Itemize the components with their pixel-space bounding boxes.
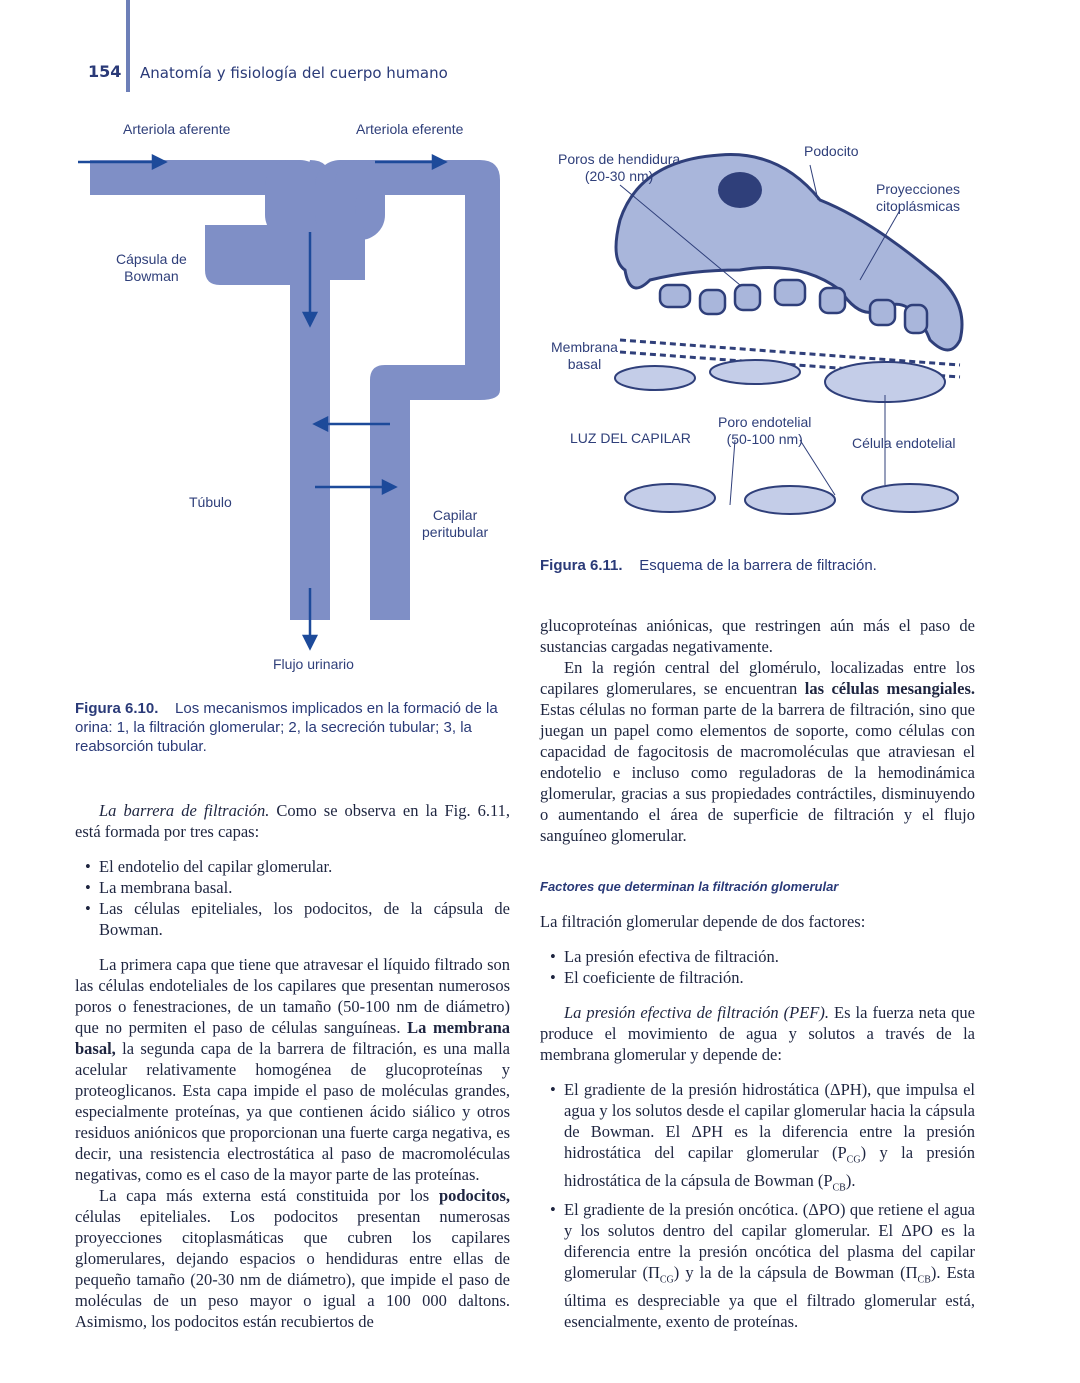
label-peritubular-capillary: Capilar peritubular bbox=[422, 507, 489, 540]
list-item: • La presión efectiva de filtración. bbox=[540, 946, 975, 967]
gradient-list bbox=[540, 1079, 975, 1332]
list-item: • El gradiente de la presión oncótica. (ΔPO) que retiene el agua y los solutos dentro del capilar glomerular. El ΔPO es la diferencia entre la presión oncótica del plasma del capilar glomerular $(\Pi_{CG})$ y la de la cápsula de Bowman $(\Pi_{CB})$. Esta última es despreciable ya que el filtrado glomerular está, esencialmente, exento de proteínas. bbox=[540, 1199, 975, 1332]
paragraph: glucoproteínas aniónicas, que restringen aún más el paso de sustancias cargadas negativamente. bbox=[540, 616, 975, 656]
figure-6-10-caption bbox=[75, 699, 515, 756]
label-efferent-arteriole: Arteriola eferente bbox=[356, 121, 464, 137]
left-column-text bbox=[75, 800, 510, 1332]
list-item: • El gradiente de la presión hidrostática (ΔPH), que impulsa el agua y los solutos desde el capilar glomerular hacia la cápsula de Bowman. El ΔPH es la diferencia entre la presión hidrostática del capilar glomerular $(P_{CG})$ y la presión hidrostática de la cápsula de Bowman $(P_{CB})$. bbox=[540, 1079, 975, 1199]
label-bowman-capsule: Cápsula de Bowman bbox=[116, 251, 187, 284]
factor-list bbox=[540, 946, 975, 988]
section-heading: Factores que determinan la filtración glomerular bbox=[540, 879, 839, 894]
layer-list bbox=[75, 856, 510, 940]
label-urinary-flow: Flujo urinario bbox=[273, 656, 354, 672]
paragraph: La presión efectiva de filtración (PEF). Es la fuerza neta que produce el movimiento de agua y solutos a través de la membrana glomerular y depende de: bbox=[540, 1003, 975, 1064]
list-item: • El coeficiente de filtración. bbox=[540, 967, 975, 988]
caption-text: Esquema de la barrera de filtración. bbox=[639, 557, 877, 574]
label-afferent-arteriole: Arteriola aferente bbox=[123, 121, 231, 137]
book-title: Anatomía y fisiología del cuerpo humano bbox=[140, 64, 448, 82]
right-column-text bbox=[540, 615, 975, 1332]
page-number: 154 bbox=[88, 62, 122, 81]
header-bar bbox=[126, 0, 130, 92]
list-item: • La membrana basal. bbox=[75, 877, 510, 898]
paragraph: En la región central del glomérulo, localizadas entre los capilares glomerulares, se encuentran las células mesangiales. Estas células no forman parte de la barrera de filtración, sino que juegan un papel como elementos de soporte, como células con capacidad de fagocitosis de macromoléculas que atraviesan el endotelio e incluso como reguladoras de la hemodinámica glomerular, gracias a sus propiedades contráctiles, disminuyendo o aumentando el área de superficie de filtración y el flujo sanguíneo glomerular. bbox=[540, 658, 975, 845]
caption-label: Figura 6.11. bbox=[540, 557, 623, 574]
label-endothelial-pore: Poro endotelial (50-100 nm) bbox=[718, 414, 812, 447]
list-item: • El endotelio del capilar glomerular. bbox=[75, 856, 510, 877]
paragraph: La barrera de filtración. Como se observa en la Fig. 6.11, está formada por tres capas: bbox=[75, 801, 511, 841]
caption-label: Figura 6.10. bbox=[75, 700, 159, 717]
label-capillary-lumen: LUZ DEL CAPILAR bbox=[570, 430, 691, 446]
label-podocyte: Podocito bbox=[804, 143, 859, 159]
label-tubule: Túbulo bbox=[189, 494, 232, 510]
label-endothelial-cell: Célula endotelial bbox=[852, 435, 956, 451]
paragraph: La primera capa que tiene que atravesar el líquido filtrado son las células endoteliales de los capilares que presentan numerosos poros o fenestraciones, de un tamaño (50-100 nm de diámetro) que no permiten el paso de células sanguíneas. La membrana basal, la segunda capa de la barrera de filtración, es una malla acelular relativamente homogénea de glucoproteínas y proteoglicanos. Esta capa impide el paso de moléculas grandes, especialmente proteínas, ya que contienen ácido siálico y otros residuos aniónicos que proporcionan una fuerte carga negativa, es decir, una resistencia electrostática al paso de macromoléculas negativas, como es el caso de la mayor parte de las proteínas. bbox=[75, 955, 510, 1184]
figure-6-10-diagram bbox=[70, 140, 520, 660]
label-basal-membrane: Membrana basal bbox=[551, 339, 618, 372]
list-item: • Las células epiteliales, los podocitos, de la cápsula de Bowman. bbox=[75, 898, 510, 940]
paragraph: La filtración glomerular depende de dos factores: bbox=[540, 912, 866, 931]
figure-6-11-caption bbox=[540, 556, 877, 575]
label-projections: Proyecciones citoplásmicas bbox=[876, 181, 961, 214]
nephron-shape bbox=[90, 160, 500, 620]
paragraph: La capa más externa está constituida por los podocitos, células epiteliales. Los podocitos presentan numerosas proyecciones citoplasmáticas que cubren los capilares glomerulares, dejando espacios o hendiduras entre ellas de pequeño tamaño (20-30 nm de diámetro), que impide el paso de moléculas de un peso mayor o igual a 100 000 daltons. Asimismo, los podocitos están recubiertos de bbox=[75, 1186, 510, 1331]
label-slit-pores: Poros de hendidura (20-30 nm) bbox=[558, 151, 681, 184]
caption-text: Los mecanismos implicados en la formació de la orina: 1, la filtración glomerular; 2, la secreción tubular; 3, la reabsorción tubular. bbox=[75, 700, 498, 755]
